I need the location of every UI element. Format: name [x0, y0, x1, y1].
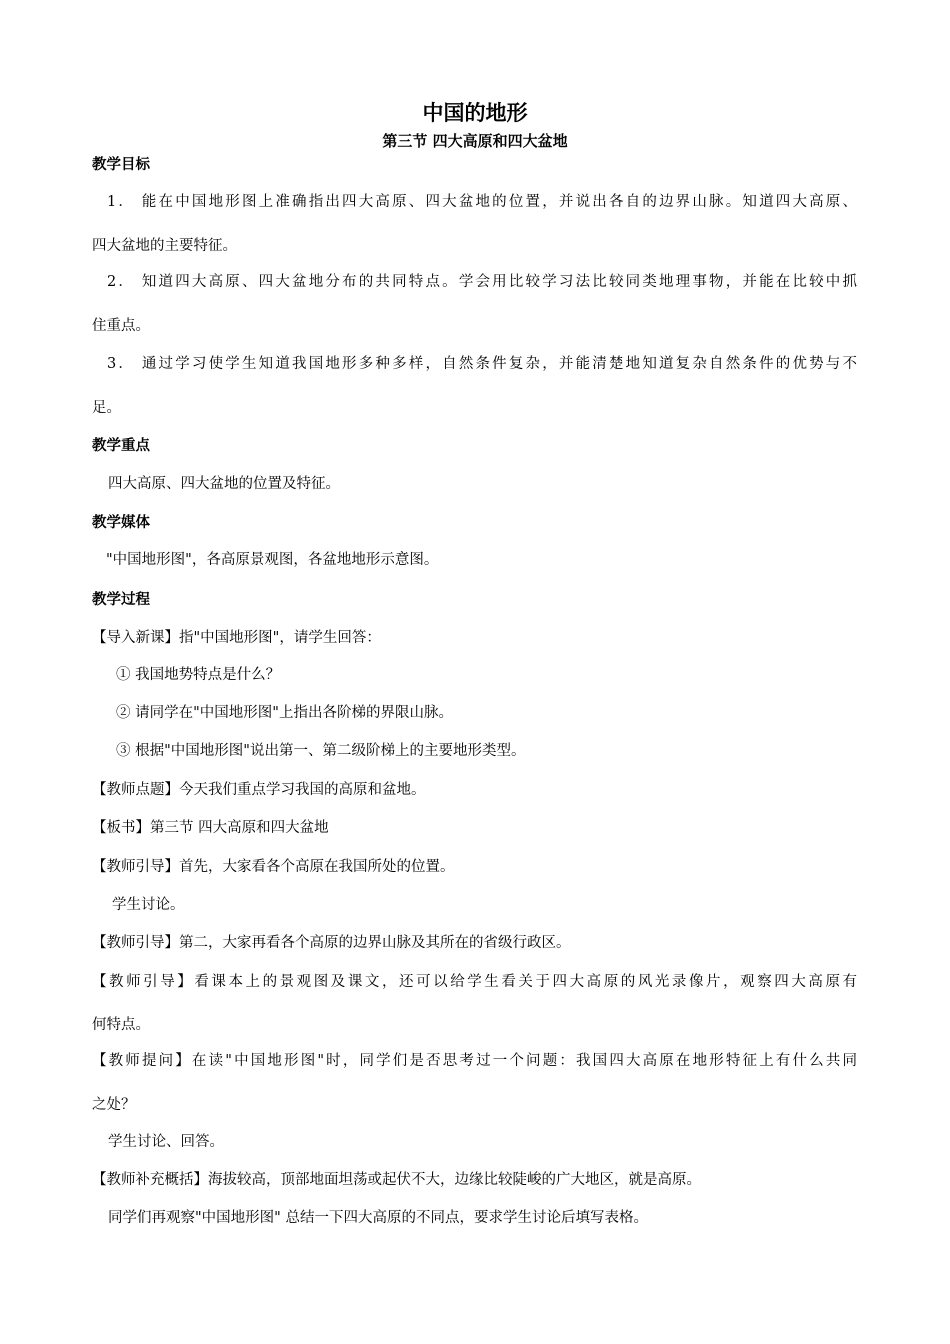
teacher-guide-3-line-2: 何特点。	[92, 1017, 150, 1033]
goal-1-line-1: 1． 能在中国地形图上准确指出四大高原、四大盆地的位置，并说出各自的边界山脉。知道四大高原、	[107, 194, 857, 210]
document-subtitle: 第三节 四大高原和四大盆地	[382, 132, 568, 150]
table-instruction: 同学们再观察"中国地形图" 总结一下四大高原的不同点，要求学生讨论后填写表格。	[108, 1210, 648, 1226]
goal-2-line-2: 住重点。	[92, 318, 150, 334]
goal-1-line-2: 四大盆地的主要特征。	[92, 238, 237, 254]
heading-focus: 教学重点	[92, 438, 150, 454]
heading-media: 教学媒体	[92, 515, 150, 531]
student-discussion: 学生讨论。	[112, 897, 185, 913]
media-text: "中国地形图"，各高原景观图，各盆地地形示意图。	[106, 552, 439, 568]
goal-3-line-2: 足。	[92, 400, 121, 416]
document-title: 中国的地形	[422, 101, 528, 125]
goal-3-line-1: 3． 通过学习使学生知道我国地形多种多样，自然条件复杂，并能清楚地知道复杂自然条件的优势与不	[107, 356, 857, 372]
teacher-guide-3-line-1: 【教师引导】看课本上的景观图及课文，还可以给学生看关于四大高原的风光录像片，观察四大高原有	[92, 974, 857, 990]
goal-2-line-1: 2． 知道四大高原、四大盆地分布的共同特点。学会用比较学习法比较同类地理事物，并能在比较中抓	[107, 274, 857, 290]
teacher-guide-1: 【教师引导】首先，大家看各个高原在我国所处的位置。	[92, 859, 455, 875]
teacher-question-line-1: 【教师提问】在读"中国地形图"时，同学们是否思考过一个问题：我国四大高原在地形特征上有什么共同	[92, 1053, 857, 1069]
teacher-summary: 【教师补充概括】海拔较高，顶部地面坦荡或起伏不大，边缘比较陡峻的广大地区，就是高原。	[92, 1172, 701, 1188]
question-3: ③ 根据"中国地形图"说出第一、第二级阶梯上的主要地形类型。	[116, 743, 526, 759]
student-answer: 学生讨论、回答。	[108, 1134, 224, 1150]
teacher-guide-2: 【教师引导】第二，大家再看各个高原的边界山脉及其所在的省级行政区。	[92, 935, 571, 951]
question-1: ① 我国地势特点是什么？	[116, 667, 281, 683]
teacher-topic: 【教师点题】今天我们重点学习我国的高原和盆地。	[92, 782, 426, 798]
heading-process: 教学过程	[92, 592, 150, 608]
focus-text: 四大高原、四大盆地的位置及特征。	[108, 476, 340, 492]
heading-goals: 教学目标	[92, 157, 150, 173]
process-intro: 【导入新课】指"中国地形图"，请学生回答：	[92, 630, 381, 646]
question-2: ② 请同学在"中国地形图"上指出各阶梯的界限山脉。	[116, 705, 453, 721]
board-note: 【板书】第三节 四大高原和四大盆地	[92, 820, 329, 836]
teacher-question-line-2: 之处？	[92, 1097, 136, 1113]
